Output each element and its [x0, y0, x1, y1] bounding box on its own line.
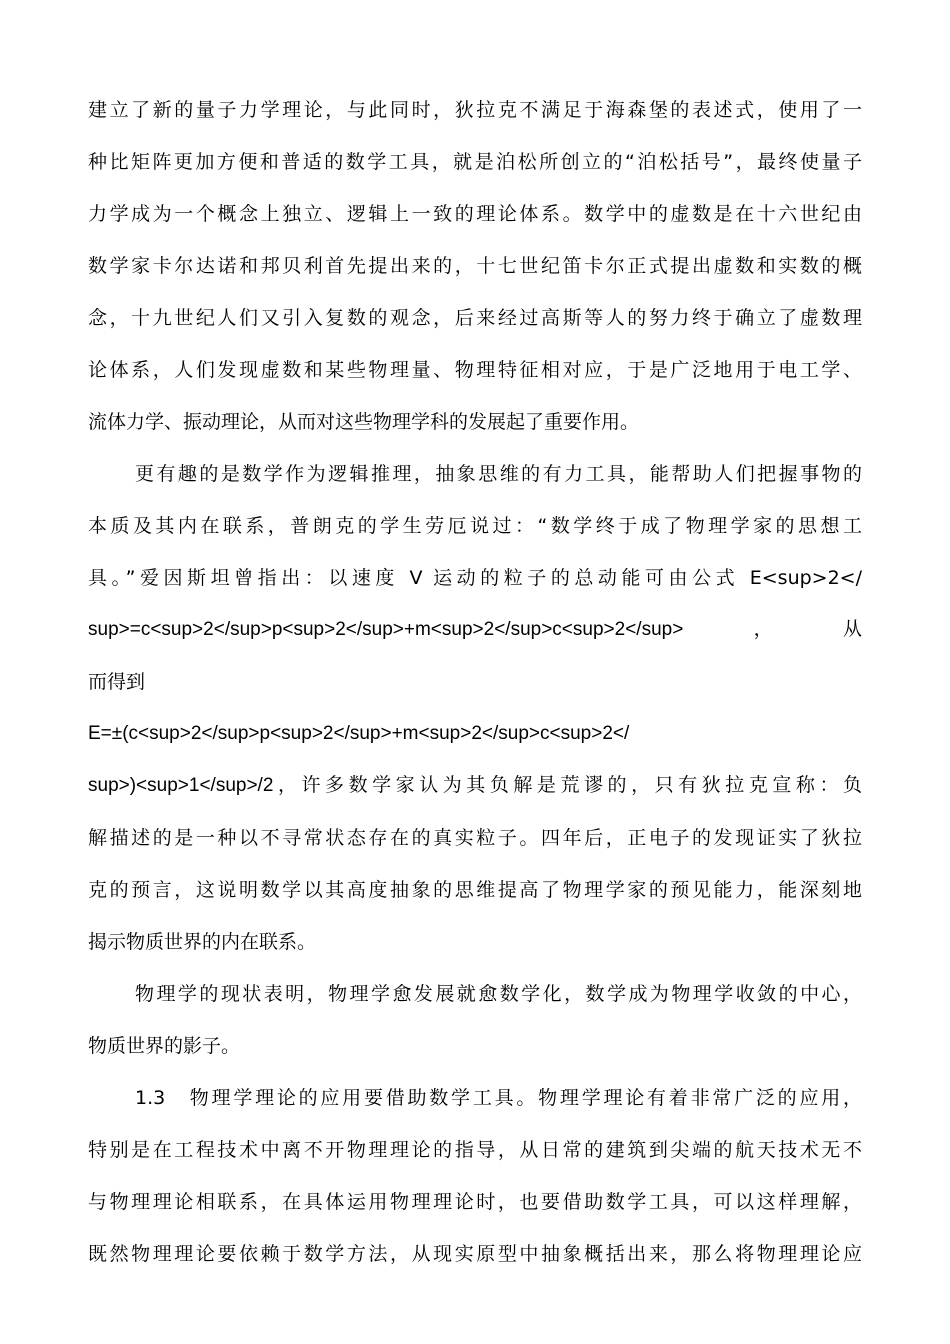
text-line: 物质世界的影子。 [88, 1035, 241, 1057]
text-line: 特别是在工程技术中离不开物理理论的指导，从日常的建筑到尖端的航天技术无不 [88, 1139, 862, 1161]
text-line: 揭示物质世界的内在联系。 [88, 931, 317, 953]
text-line: 力学成为一个概念上独立、逻辑上一致的理论体系。数学中的虚数是在十六世纪由 [88, 203, 862, 225]
text-line: 1.3 物理学理论的应用要借助数学工具。物理学理论有着非常广泛的应用， [135, 1087, 862, 1109]
text-line: 解描述的是一种以不寻常状态存在的真实粒子。四年后，正电子的发现证实了狄拉 [88, 827, 862, 849]
text-line: 而得到 [88, 671, 146, 693]
text-line: 具。”爱因斯坦曾指出：以速度 V 运动的粒子的总动能可由公式 E<sup>2</ [88, 567, 862, 589]
text-line: 流体力学、振动理论，从而对这些物理学科的发展起了重要作用。 [88, 411, 640, 433]
text-line: 念，十九世纪人们又引入复数的观念，后来经过高斯等人的努力终于确立了虚数理 [88, 307, 862, 329]
text-line: 本质及其内在联系，普朗克的学生劳厄说过：“数学终于成了物理学家的思想工 [88, 515, 862, 537]
text-line: 更有趣的是数学作为逻辑推理，抽象思维的有力工具，能帮助人们把握事物的 [135, 463, 862, 485]
text-line: 种比矩阵更加方便和普适的数学工具，就是泊松所创立的“泊松括号”，最终使量子 [88, 151, 862, 173]
text-line: 与物理理论相联系，在具体运用物理理论时，也要借助数学工具，可以这样理解， [88, 1191, 862, 1213]
text-line: 物理学的现状表明，物理学愈发展就愈数学化，数学成为物理学收敛的中心， [135, 983, 862, 1005]
text-line: 建立了新的量子力学理论，与此同时，狄拉克不满足于海森堡的表述式，使用了一 [88, 99, 862, 121]
text-line: 既然物理理论要依赖于数学方法，从现实原型中抽象概括出来，那么将物理理论应 [88, 1243, 862, 1265]
text-line: 克的预言，这说明数学以其高度抽象的思维提高了物理学家的预见能力，能深刻地 [88, 879, 862, 901]
text-line: sup>)<sup>1</sup>/2，许多数学家认为其负解是荒谬的，只有狄拉克宣称：负 [88, 775, 862, 796]
text-line: 数学家卡尔达诺和邦贝利首先提出来的，十七世纪笛卡尔正式提出虚数和实数的概 [88, 255, 862, 277]
text-line: 论体系，人们发现虚数和某些物理量、物理特征相对应，于是广泛地用于电工学、 [88, 359, 862, 381]
document-page [88, 92, 862, 1288]
text-line: sup>=c<sup>2</sup>p<sup>2</sup>+m<sup>2</sup>c<sup>2</sup>，从 [88, 619, 862, 640]
text-line: E=±(c<sup>2</sup>p<sup>2</sup>+m<sup>2</sup>c<sup>2</ [88, 723, 630, 744]
